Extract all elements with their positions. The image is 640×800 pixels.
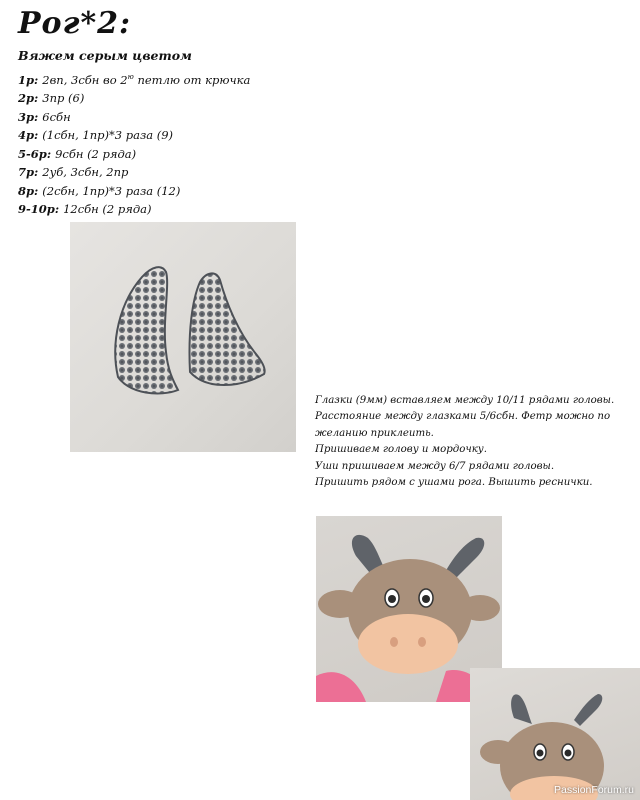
- pattern-row: [18, 68, 250, 89]
- row-text: 6сбн: [42, 109, 71, 124]
- note-paragraph: Пришить рядом с ушами рога. Вышить реснички.: [315, 477, 593, 489]
- pattern-row: [18, 89, 250, 108]
- pattern-row: [18, 200, 250, 219]
- section-subtitle: Вяжем серым цветом: [18, 48, 192, 63]
- row-number: 7р:: [18, 165, 39, 180]
- pattern-rows: [18, 68, 250, 219]
- row-number: 2р:: [18, 91, 39, 106]
- row-superscript: ю: [127, 73, 134, 81]
- page-title: Рог*2:: [18, 6, 132, 41]
- note-paragraph: Глазки (9мм) вставляем между 10/11 рядами головы. Расстояние между глазками 5/6сбн. Фетр можно по желанию приклеить.: [315, 395, 615, 439]
- assembly-notes: [315, 393, 625, 491]
- row-number: 3р:: [18, 109, 39, 124]
- horns-illustration: [70, 222, 296, 452]
- pattern-row: [18, 163, 250, 182]
- horns-photo: [70, 222, 296, 452]
- row-number: 4р:: [18, 128, 39, 143]
- row-number: 1р:: [18, 72, 39, 87]
- cow-toy-closeup-photo: [470, 668, 640, 800]
- row-text: 12сбн (2 ряда): [63, 202, 152, 217]
- row-text: 9сбн (2 ряда): [55, 146, 137, 161]
- pattern-row: [18, 145, 250, 164]
- row-number: 9-10р:: [18, 202, 60, 217]
- row-text: (1сбн, 1пр)*3 раза (9): [42, 128, 174, 143]
- row-text: (2сбн, 1пр)*3 раза (12): [42, 183, 181, 198]
- note-paragraph: Уши пришиваем между 6/7 рядами головы.: [315, 460, 555, 472]
- horn-right: [189, 273, 264, 385]
- note-paragraph: Пришиваем голову и мордочку.: [315, 444, 487, 456]
- cow-toy-closeup-illustration: [470, 668, 640, 800]
- horn-left: [115, 267, 178, 393]
- pattern-row: [18, 108, 250, 127]
- row-number: 8р:: [18, 183, 39, 198]
- row-text: 3пр (6): [42, 91, 85, 106]
- row-text: 2уб, 3сбн, 2пр: [42, 165, 129, 180]
- pattern-row: [18, 126, 250, 145]
- site-watermark: PassionForum.ru: [554, 784, 634, 796]
- pattern-row: [18, 182, 250, 201]
- row-text-tail: петлю от крючка: [133, 72, 251, 87]
- row-number: 5-6р:: [18, 146, 52, 161]
- row-text: 2вп, 3сбн во 2: [42, 72, 128, 87]
